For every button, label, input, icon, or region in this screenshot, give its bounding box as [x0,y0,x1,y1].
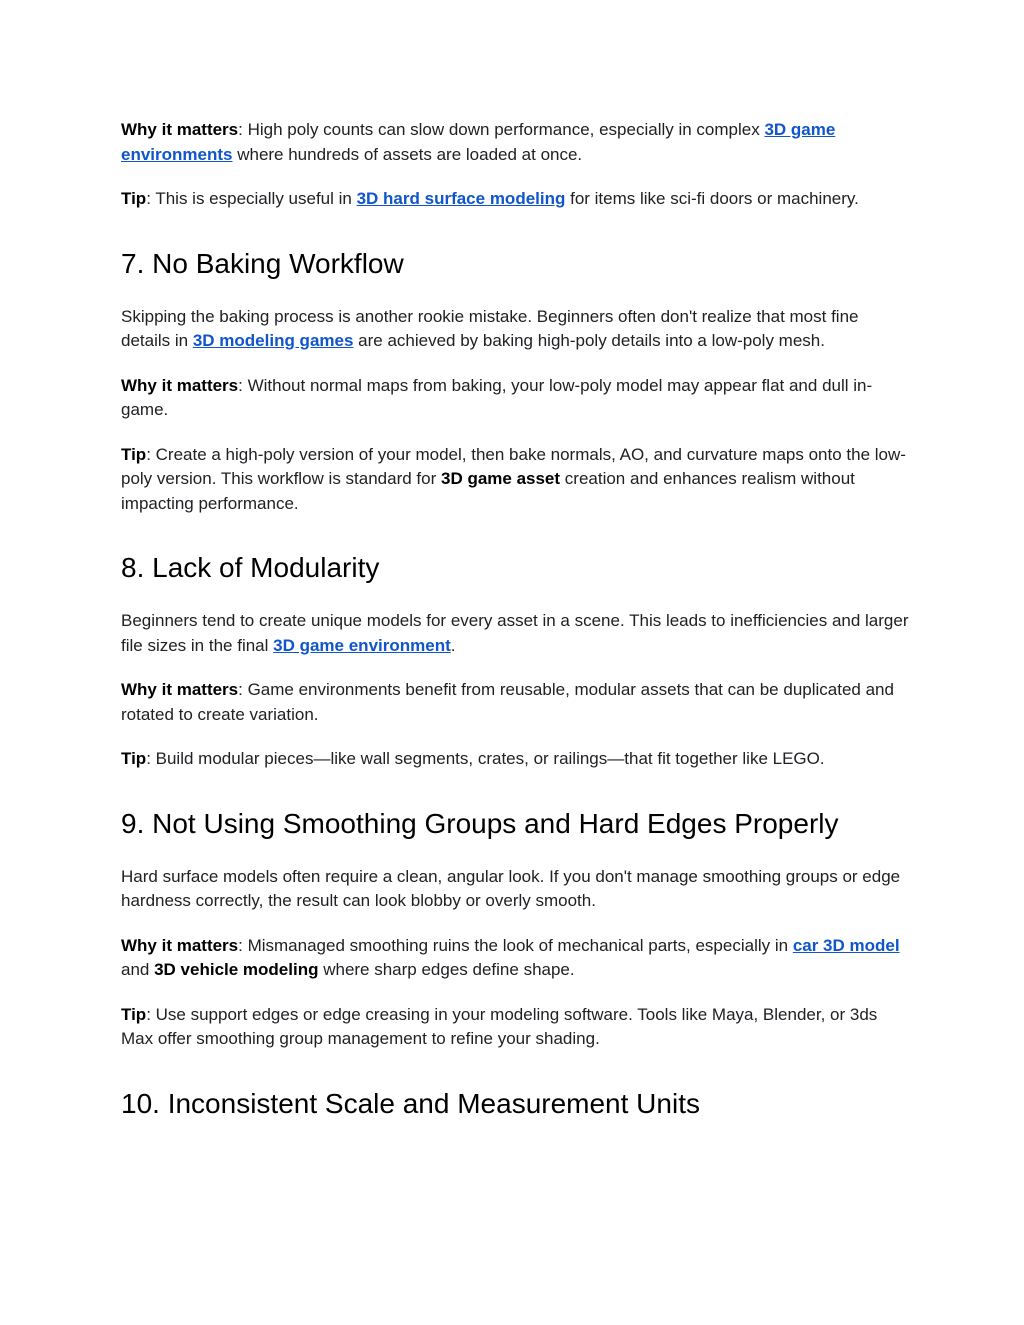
paragraph-tip-hard-surface [121,187,911,212]
paragraph-why-it-matters-smoothing [121,934,911,983]
text: where sharp edges define shape. [318,960,575,979]
paragraph-why-it-matters-poly [121,118,911,167]
label-tip: Tip [121,749,147,768]
text: Hard surface models often require a clean, angular look. If you don't manage smoothing groups or edge hardness correctly, the result can look blobby or overly smooth. [121,866,901,910]
text: : Mismanaged smoothing ruins the look of mechanical parts, especially in [238,935,793,955]
text: for items like sci-fi doors or machinery. [565,189,859,208]
text: : This is especially useful in [146,189,357,208]
text: Skipping the baking process is another rookie mistake. Beginners often don't realize that most fine details in [121,306,859,350]
label-tip: Tip [121,189,147,208]
text: : Create a high-poly version of your model, then bake normals, AO, and curvature maps onto the low-poly version. This workflow is standard for [121,444,906,488]
link-3d-modeling-games[interactable]: 3D modeling games [192,331,354,350]
link-3d-game-environments[interactable]: 3D game environments [121,120,836,164]
heading-no-baking-workflow: 7. No Baking Workflow [121,247,404,279]
paragraph-modularity-intro [121,609,911,658]
text: : Build modular pieces—like wall segments, crates, or railings—that fit together like LEGO. [146,749,825,768]
paragraph-tip-baking [121,443,911,517]
text: : Use support edges or edge creasing in your modeling software. Tools like Maya, Blender, or 3ds Max offer smoothing group management to refine your shading. [121,1004,878,1048]
paragraph-why-it-matters-modularity [121,678,911,727]
label-why-it-matters: Why it matters [121,935,239,955]
text: are achieved by baking high-poly details into a low-poly mesh. [353,331,825,350]
text: : Without normal maps from baking, your low-poly model may appear flat and dull in-game. [121,375,873,419]
paragraph-tip-smoothing [121,1003,911,1052]
paragraph-smoothing-intro [121,865,911,914]
bold-3d-vehicle-modeling: 3D vehicle modeling [154,960,319,979]
label-why-it-matters: Why it matters [121,375,239,395]
heading-inconsistent-scale: 10. Inconsistent Scale and Measurement Units [121,1087,700,1119]
heading-smoothing-groups: 9. Not Using Smoothing Groups and Hard Edges Properly [121,807,839,839]
label-tip: Tip [121,444,147,464]
text: where hundreds of assets are loaded at once. [232,144,583,164]
bold-3d-game-asset: 3D game asset [440,469,561,488]
text: Beginners tend to create unique models for every asset in a scene. This leads to inefficiencies and larger file sizes in the final [121,611,909,655]
link-3d-game-environment[interactable]: 3D game environment [273,635,451,655]
text: : High poly counts can slow down performance, especially in complex [238,120,765,139]
paragraph-tip-modularity [121,747,911,772]
text: . [450,635,456,655]
label-why-it-matters: Why it matters [121,680,239,699]
heading-lack-of-modularity: 8. Lack of Modularity [121,552,380,583]
text: : Game environments benefit from reusable, modular assets that can be duplicated and rotated to create variation. [121,680,894,724]
document-page [121,118,911,1121]
paragraph-baking-intro [121,305,911,354]
link-car-3d-model[interactable]: car 3D model [792,935,900,955]
label-why-it-matters: Why it matters [121,120,239,139]
paragraph-why-it-matters-baking [121,374,911,423]
link-3d-hard-surface-modeling[interactable]: 3D hard surface modeling [356,189,566,208]
label-tip: Tip [121,1004,147,1024]
text: and [121,960,155,979]
text: creation and enhances realism without impacting performance. [121,469,855,513]
